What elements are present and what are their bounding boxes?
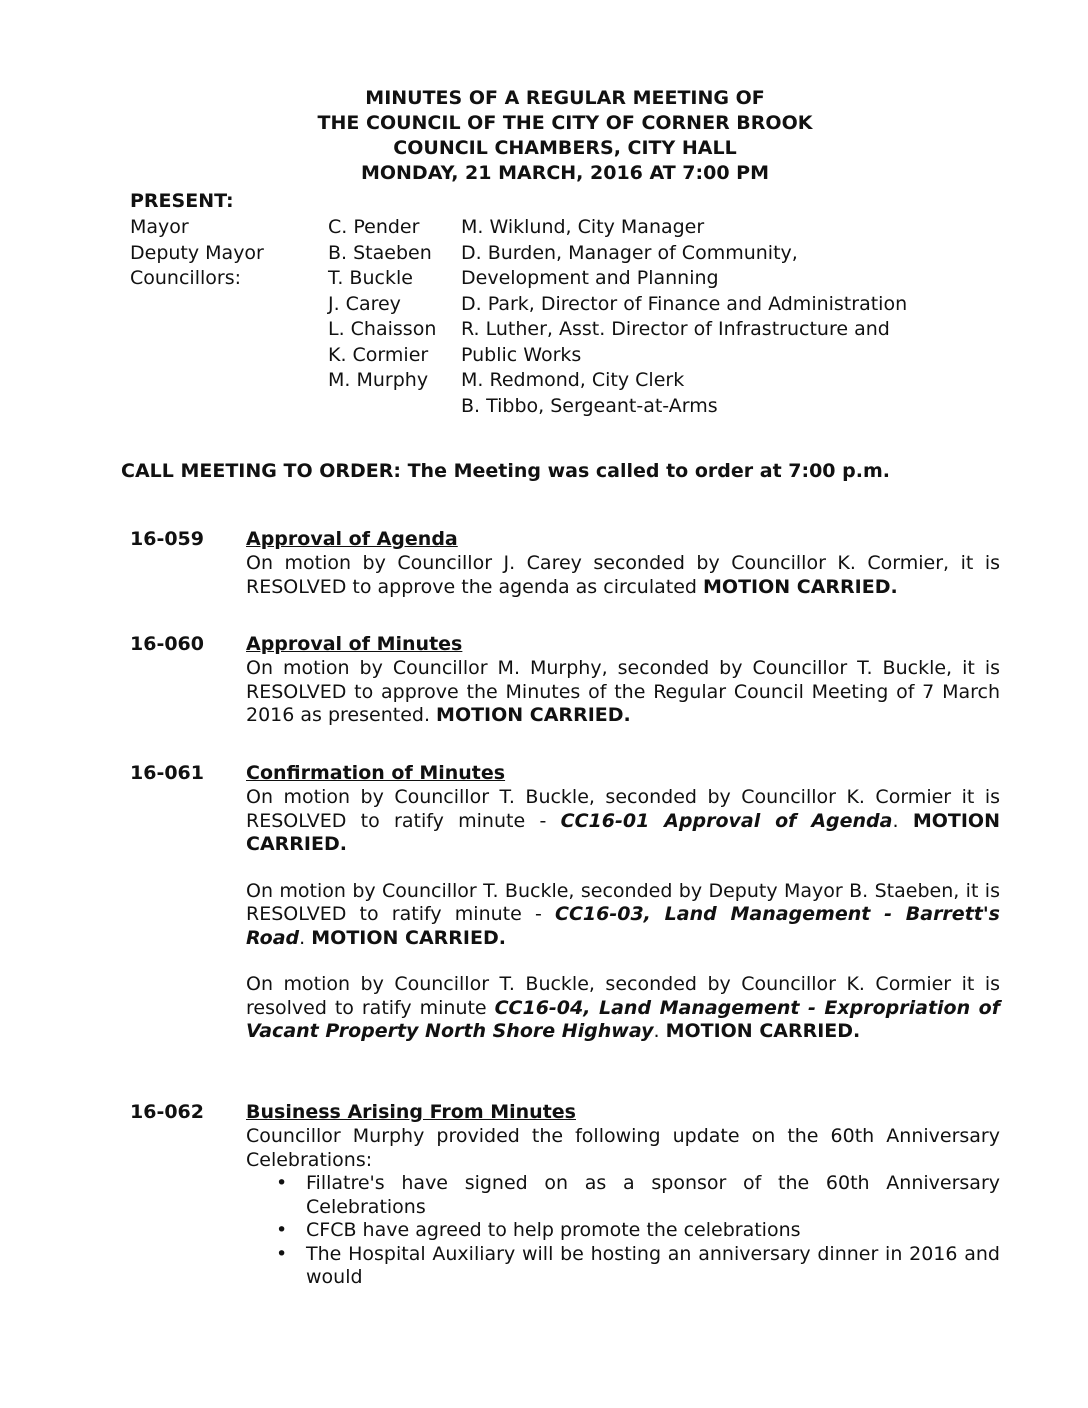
motion-paragraph [246, 786, 1000, 857]
attendee-name: T. Buckle [328, 267, 413, 289]
title-line: THE COUNCIL OF THE CITY OF CORNER BROOK [317, 112, 813, 134]
list-item: • CFCB have agreed to help promote the celebrations [276, 1219, 1000, 1243]
item-number: 16-059 [130, 528, 204, 550]
role-label: Deputy Mayor [130, 241, 264, 264]
present-staff [461, 215, 907, 419]
item-body [246, 552, 1000, 599]
attendee-name: K. Cormier [328, 343, 429, 366]
motion-paragraph [246, 552, 1000, 599]
staff-line: D. Burden, Manager of Community, [461, 241, 798, 264]
staff-line: Development and Planning [461, 267, 719, 289]
punctuation: . [892, 809, 913, 832]
motion-carried: MOTION CARRIED. [703, 575, 898, 598]
punctuation: . [653, 1020, 666, 1042]
item-title: Approval of Minutes [246, 633, 463, 655]
item-body [246, 1125, 1000, 1290]
staff-line: R. Luther, Asst. Director of Infrastructure and [461, 318, 890, 340]
motion-text: On motion by Councillor T. Buckle, seconded by Councillor K. Cormier it is resolved to ratify minute [246, 973, 1000, 1019]
intro-paragraph: Councillor Murphy provided the following update on the 60th Anniversary Celebrations: [246, 1125, 1000, 1171]
punctuation: . [299, 926, 312, 949]
motion-text: On motion by Councillor T. Buckle, seconded by Councillor K. Cormier it is RESOLVED to ratify minute - [246, 786, 1000, 832]
attendee-name: L. Chaisson [328, 318, 437, 340]
present-names [328, 215, 436, 394]
staff-line: Public Works [461, 343, 582, 366]
staff-line: B. Tibbo, Sergeant-at-Arms [461, 394, 718, 417]
motion-paragraph [246, 973, 1000, 1044]
item-title: Business Arising From Minutes [246, 1101, 576, 1123]
motion-carried: MOTION CARRIED. [665, 1020, 861, 1042]
role-label: Councillors: [130, 267, 241, 289]
motion-paragraph [246, 657, 1000, 728]
list-item: • The Hospital Auxiliary will be hosting an anniversary dinner in 2016 and would [276, 1243, 1000, 1290]
item-number: 16-060 [130, 633, 204, 655]
title-line: MINUTES OF A REGULAR MEETING OF [365, 87, 765, 109]
motion-carried: MOTION CARRIED. [436, 704, 631, 726]
item-number: 16-062 [130, 1101, 204, 1123]
motion-text: On motion by Councillor J. Carey seconded by Councillor K. Cormier, it is RESOLVED to approve the agenda as circulated [246, 552, 1000, 598]
attendee-name: C. Pender [328, 216, 420, 238]
title-line: MONDAY, 21 MARCH, 2016 AT 7:00 PM [360, 162, 770, 184]
attendee-name: M. Murphy [328, 369, 429, 391]
document-title [0, 86, 1088, 186]
staff-line: D. Park, Director of Finance and Administration [461, 292, 908, 315]
title-line: COUNCIL CHAMBERS, CITY HALL [393, 137, 737, 159]
present-heading: PRESENT: [130, 190, 234, 212]
minute-reference: CC16-01 Approval of Agenda [560, 809, 893, 832]
item-number: 16-061 [130, 762, 204, 784]
staff-line: M. Redmond, City Clerk [461, 369, 685, 391]
list-item: • Fillatre's have signed on as a sponsor of the 60th Anniversary Celebrations [276, 1172, 1000, 1219]
motion-carried: MOTION CARRIED. [311, 926, 506, 949]
attendee-name: B. Staeben [328, 241, 432, 264]
minute-reference: CC16-04, Land Management - Expropriation of Vacant Property North Shore Highway [246, 996, 1000, 1042]
motion-text: On motion by Councillor M. Murphy, seconded by Councillor T. Buckle, it is RESOLVED to approve the Minutes of the Regular Council Meeting of 7 March 2016 as presented. [246, 657, 1000, 726]
motion-paragraph [246, 880, 1000, 951]
role-label: Mayor [130, 216, 189, 238]
call-to-order: CALL MEETING TO ORDER: The Meeting was called to order at 7:00 p.m. [121, 460, 890, 482]
attendee-name: J. Carey [328, 292, 401, 315]
motion-carried: MOTION CARRIED. [246, 809, 1000, 855]
item-title: Approval of Agenda [246, 528, 458, 550]
staff-line: M. Wiklund, City Manager [461, 216, 705, 238]
update-list [246, 1172, 1000, 1290]
minute-reference: CC16-03, Land Management - Barrett's Road [246, 903, 1000, 949]
motion-text: On motion by Councillor T. Buckle, seconded by Deputy Mayor B. Staeben, it is RESOLVED to ratify minute - [246, 879, 1000, 925]
present-roles [130, 215, 264, 292]
item-body [246, 657, 1000, 728]
item-body [246, 786, 1000, 1044]
item-title: Confirmation of Minutes [246, 762, 506, 784]
